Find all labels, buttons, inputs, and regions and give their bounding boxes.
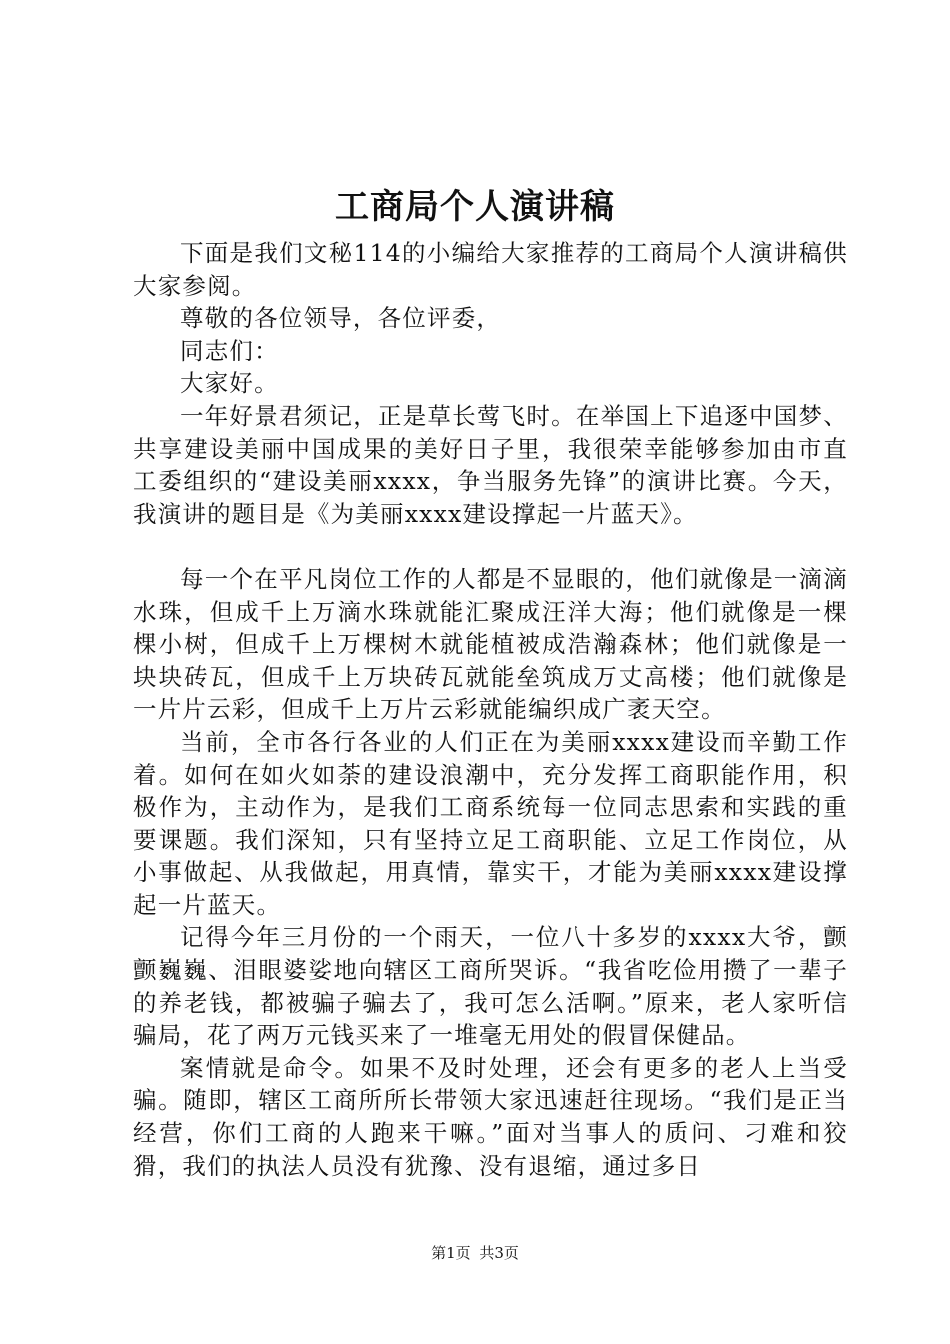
paragraph-greeting: 大家好。 [180, 369, 279, 398]
paragraph-salutation: 尊敬的各位领导，各位评委， [180, 304, 502, 333]
paragraph-case-handling: 案情就是命令。如果不及时处理，还会有更多的老人上当受骗。随即，辖区工商所所长带领大家迅速赶往现场。“我们是正当经营，你们工商的人跑来干嘛。”面对当事人的质问、刁难和狡猾，我们的执法人员没有犹豫、没有退缩，通过多日 [133, 1053, 848, 1180]
paragraph-comrades: 同志们： [180, 336, 279, 365]
page-number-footer: 第1页 共3页 [431, 1244, 519, 1262]
paragraph-opening: 一年好景君须记，正是草长莺飞时。在举国上下追逐中国梦、共享建设美丽中国成果的美好日子里，我很荣幸能够参加由市直工委组织的“建设美丽xxxx，争当服务先锋”的演讲比赛。今天，我演讲的题目是《为美丽xxxx建设撑起一片蓝天》。 [133, 401, 848, 528]
paragraph-rainy-day-case: 记得今年三月份的一个雨天，一位八十多岁的xxxx大爷，颤颤巍巍、泪眼婆娑地向辖区工商所哭诉。“我省吃俭用攒了一辈子的养老钱，都被骗子骗去了，我可怎么活啊。”原来，老人家听信骗局，花了两万元钱买来了一堆毫无用处的假冒保健品。 [133, 923, 848, 1050]
paragraph-ordinary-posts: 每一个在平凡岗位工作的人都是不显眼的，他们就像是一滴滴水珠，但成千上万滴水珠就能汇聚成汪洋大海；他们就像是一棵棵小树，但成千上万棵树木就能植被成浩瀚森林；他们就像是一块块砖瓦，但成千上万块砖瓦就能垒筑成万丈高楼；他们就像是一片片云彩，但成千上万片云彩就能编织成广袤天空。 [133, 564, 848, 724]
paragraph-current-work: 当前，全市各行各业的人们正在为美丽xxxx建设而辛勤工作着。如何在如火如荼的建设浪潮中，充分发挥工商职能作用，积极作为，主动作为，是我们工商系统每一位同志思索和实践的重要课题。我们深知，只有坚持立足工商职能、立足工作岗位，从小事做起、从我做起，用真情，靠实干，才能为美丽xxxx建设撑起一片蓝天。 [133, 727, 848, 919]
paragraph-intro: 下面是我们文秘114的小编给大家推荐的工商局个人演讲稿供大家参阅。 [133, 239, 848, 300]
document-body [133, 237, 848, 1182]
document-title: 工商局个人演讲稿 [335, 187, 615, 227]
